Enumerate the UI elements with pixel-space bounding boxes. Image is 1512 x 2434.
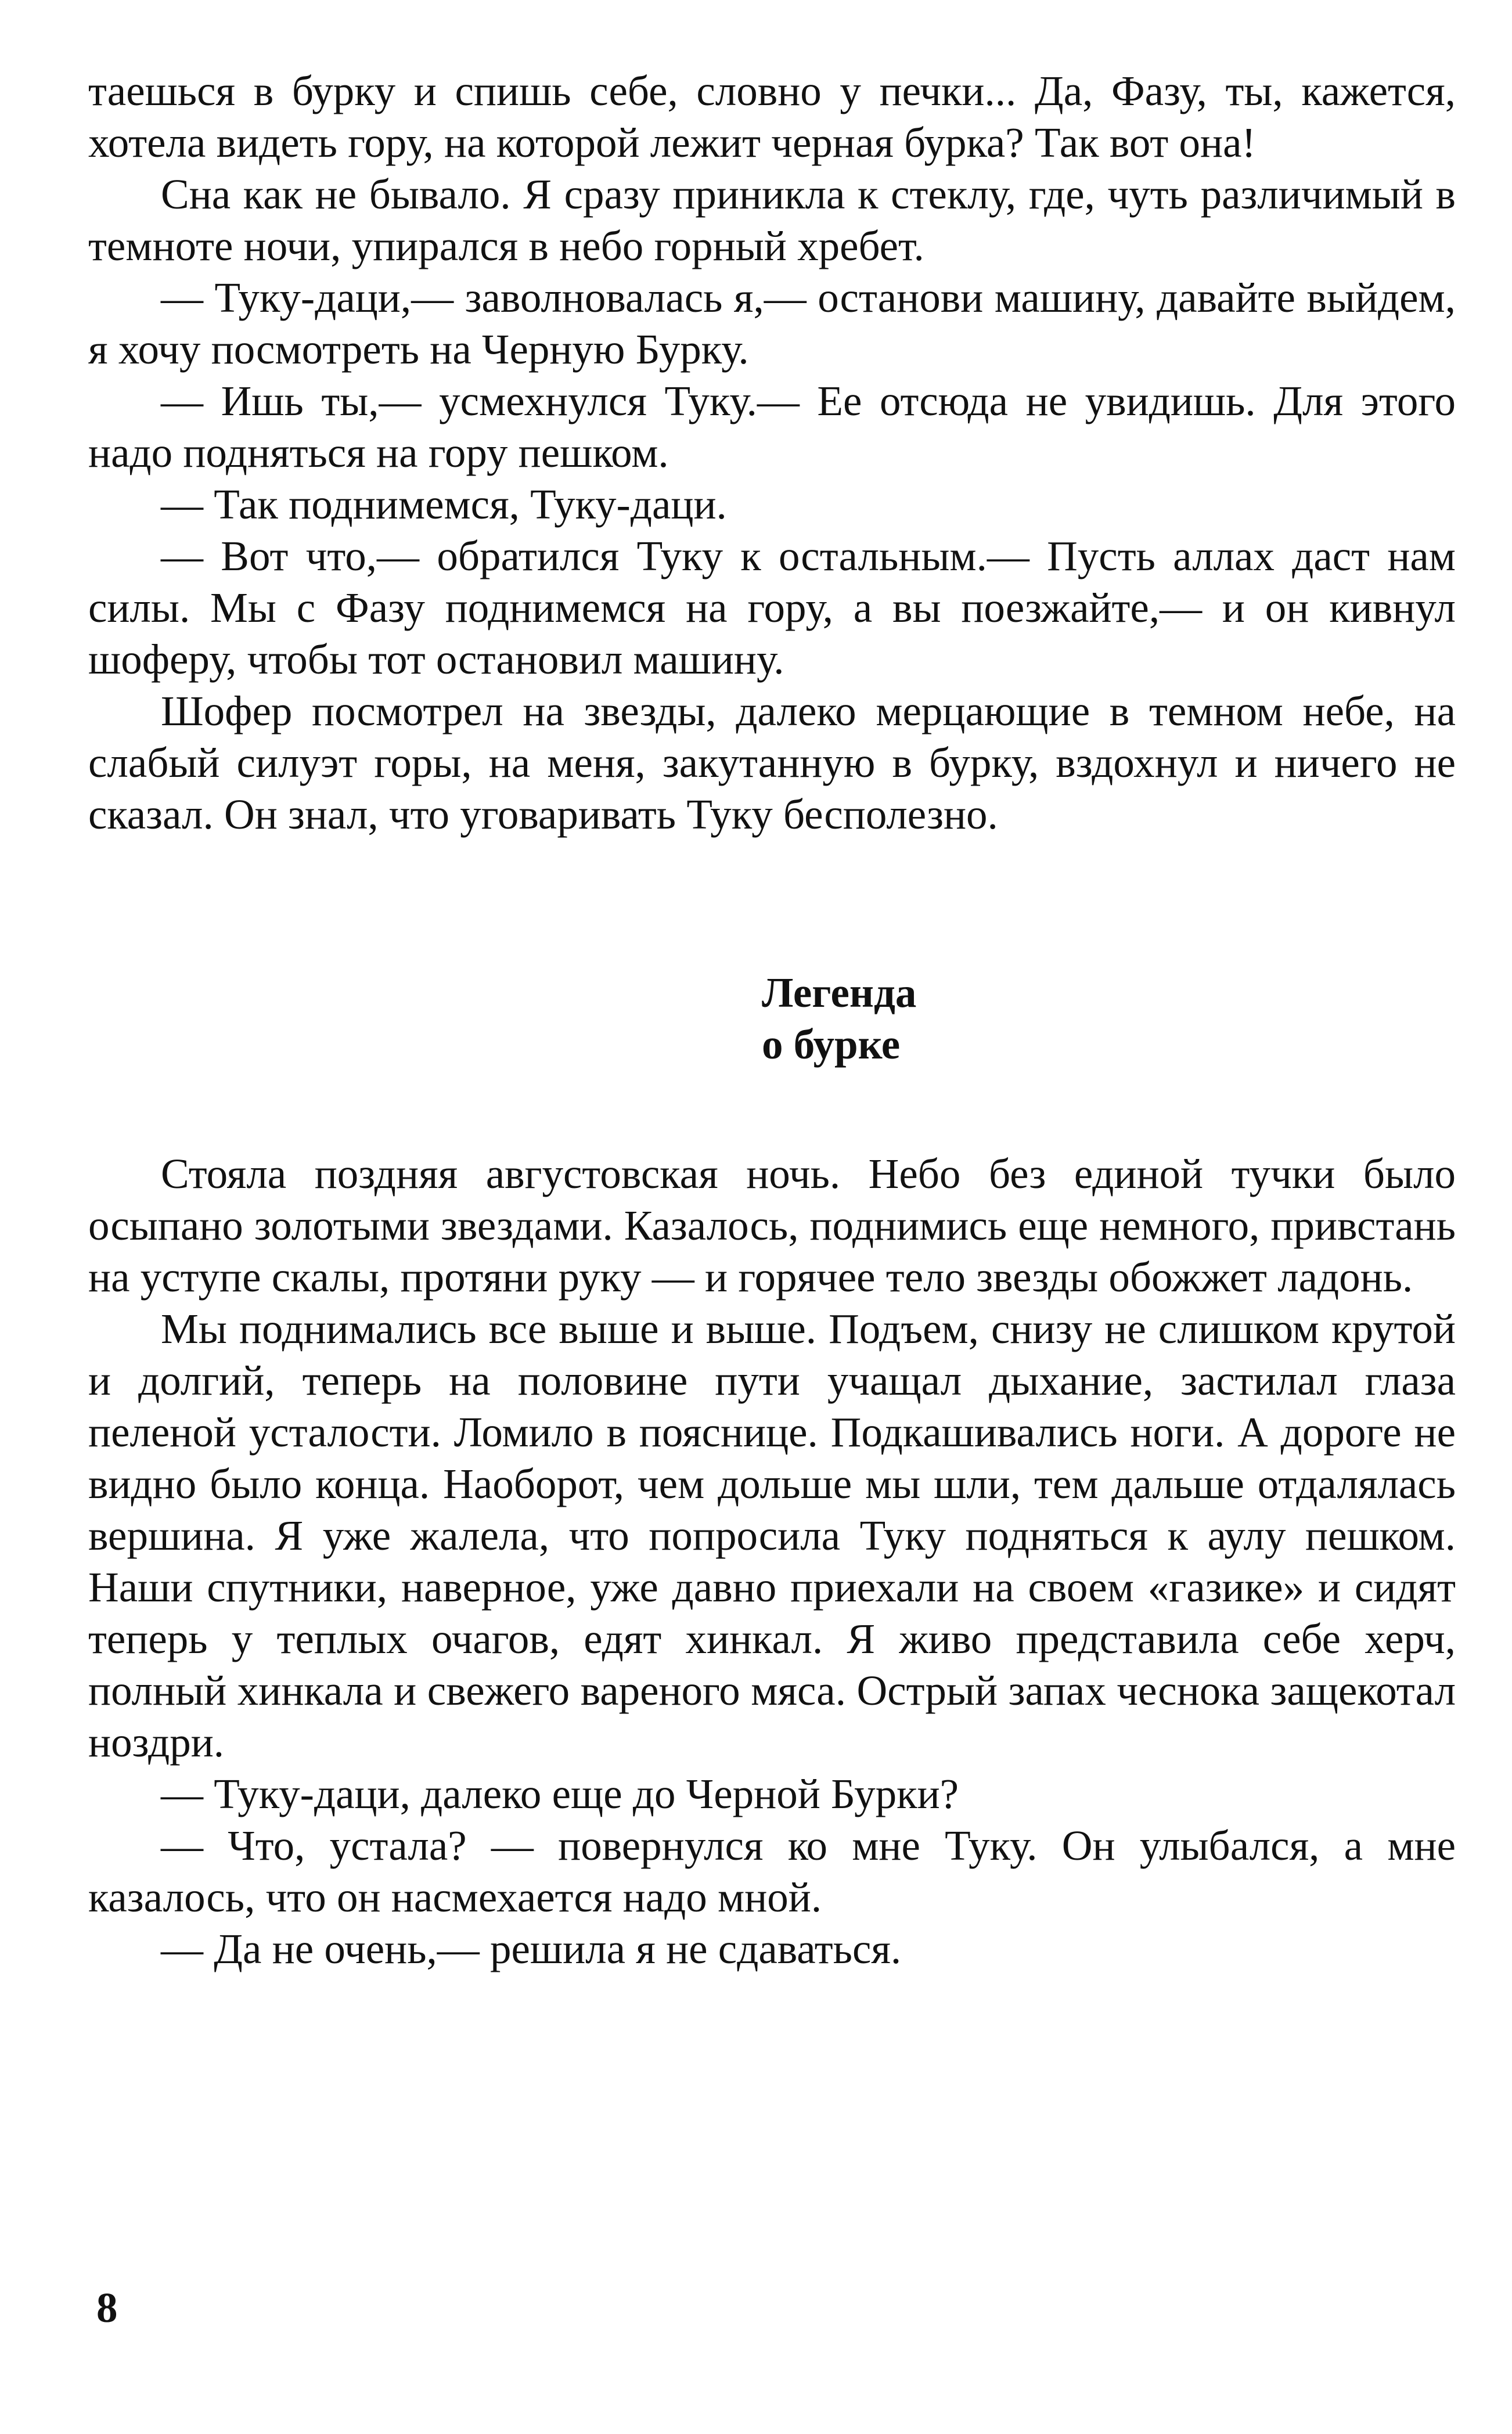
section-heading <box>762 967 1456 1070</box>
section-heading-line-1: Легенда <box>762 969 917 1016</box>
paragraph-continuation: таешься в бурку и спишь себе, словно у печки... Да, Фазу, ты, кажется, хотела видеть гору, на которой лежит черная бурка? Так вот она! <box>88 67 1456 166</box>
dialogue-line: — Ишь ты,— усмехнулся Туку.— Ее отсюда не увидишь. Для этого надо подняться на гору пешком. <box>88 377 1456 476</box>
page-number: 8 <box>96 2284 118 2331</box>
dialogue-line: — Что, устала? — повернулся ко мне Туку. Он улыбался, а мне казалось, что он насмехается надо мной. <box>88 1822 1456 1921</box>
paragraph: Стояла поздняя августовская ночь. Небо без единой тучки было осыпано золотыми звездами. Казалось, поднимись еще немного, привстань на уступе скалы, протяни руку — и горячее тело звезды обожжет ладонь. <box>88 1150 1456 1301</box>
section-gap <box>88 1070 1456 1148</box>
book-page <box>88 65 1456 1975</box>
paragraph: Шофер посмотрел на звезды, далеко мерцающие в темном небе, на слабый силуэт горы, на меня, закутанную в бурку, вздохнул и ничего не сказал. Он знал, что уговаривать Туку бесполезно. <box>88 687 1456 838</box>
dialogue-line: — Вот что,— обратился Туку к остальным.— Пусть аллах даст нам силы. Мы с Фазу поднимемся на гору, а вы поезжайте,— и он кивнул шоферу, чтобы тот остановил машину. <box>88 532 1456 683</box>
paragraph: Сна как не бывало. Я сразу приникла к стеклу, где, чуть различимый в темноте ночи, упирался в небо горный хребет. <box>88 171 1456 269</box>
dialogue-line: — Туку-даци, далеко еще до Черной Бурки? <box>161 1770 959 1817</box>
section-gap <box>88 840 1456 967</box>
dialogue-line: — Туку-даци,— заволновалась я,— останови машину, давайте выйдем, я хочу посмотреть на Черную Бурку. <box>88 274 1456 373</box>
section-heading-line-2: о бурке <box>762 1021 901 1068</box>
dialogue-line: — Так поднимемся, Туку-даци. <box>161 481 727 528</box>
paragraph: Мы поднимались все выше и выше. Подъем, снизу не слишком крутой и долгий, теперь на половине пути учащал дыхание, застилал глаза пеленой усталости. Ломило в пояснице. Подкашивались ноги. А дороге не видно было конца. Наоборот, чем дольше мы шли, тем дальше отдалялась вершина. Я уже жалела, что попросила Туку подняться к аулу пешком. Наши спутники, наверное, уже давно приехали на своем «газике» и сидят теперь у теплых очагов, едят хинкал. Я живо представила себе херч, полный хинкала и свежего вареного мяса. Острый запах чеснока защекотал ноздри. <box>88 1305 1456 1766</box>
dialogue-line: — Да не очень,— решила я не сдаваться. <box>161 1925 902 1972</box>
